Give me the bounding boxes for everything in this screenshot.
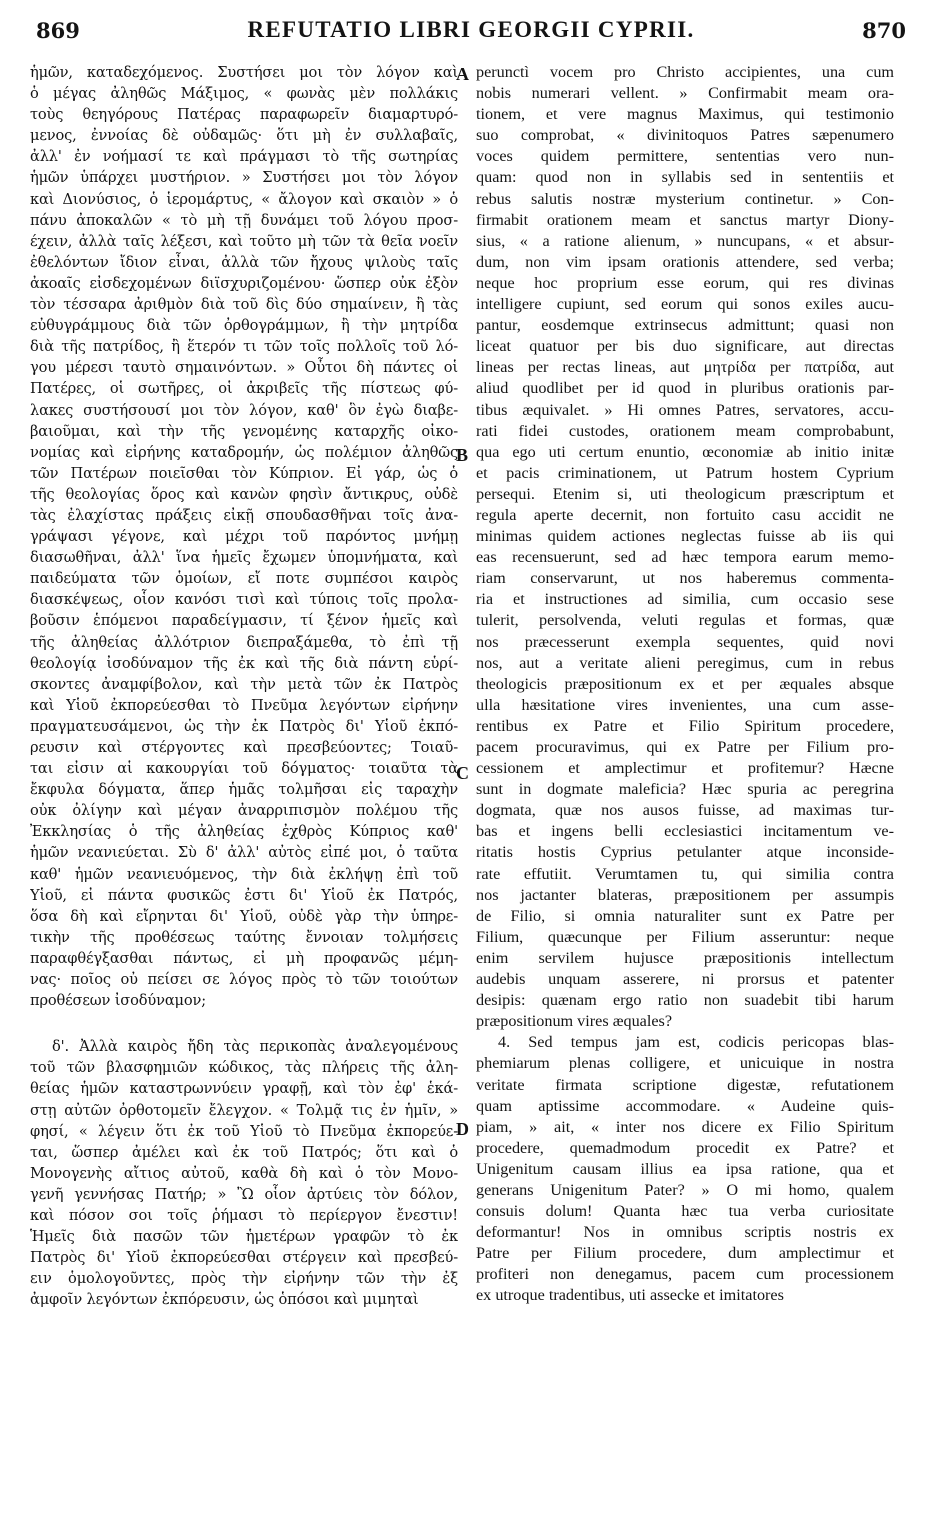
text-line: consuis dolum! Quanta hæc tua verba curiositate bbox=[476, 1202, 894, 1221]
text-line: voces quidem permittere, sententias vero nun- bbox=[476, 147, 894, 166]
latin-text-column bbox=[476, 62, 894, 1307]
text-line: τικὴν τῆς προθέσεως ταύτης ἔννοιαν τολμήσεις bbox=[30, 928, 458, 946]
text-line: νομίας καὶ εἰρήνης καταδρομήν, ὡς πολέμιον ἀληθῶς bbox=[30, 443, 458, 461]
text-line: Ἐκκλησίας ὁ τῆς ἀληθείας ἐχθρὸς Κύπριος καθ' bbox=[30, 823, 458, 841]
text-line: διασκέψεως, οἷον κανόσι τισὶ καὶ τύποις τοῖς προλα- bbox=[30, 591, 458, 609]
text-line: nos, aut a veritate alieni peregimus, cum in rebus bbox=[476, 653, 894, 672]
text-line: firmabit orationem meam et sanctus martyr Diony- bbox=[476, 210, 894, 229]
text-line: ρευσιν καὶ στέργοντες καὶ πρεσβεύοντες; Τοιαῦ- bbox=[30, 739, 458, 756]
section-marker-c: C bbox=[456, 763, 469, 783]
text-line: Πατέρες, οἱ σωτῆρες, οἱ ἀκριβεῖς τῆς πίστεως φύ- bbox=[30, 380, 458, 398]
text-line: παραφθέγξασθαι πάντως, εἰ μὴ προφανῶς μέμη- bbox=[30, 949, 458, 967]
text-line: piam, » ait, « inter nos dicere ex Filio Spiritum bbox=[476, 1117, 894, 1136]
text-line: τῆς θεολογίας ὅρος καὶ κανὼν φησὶν ἄντικρυς, οὐδὲ bbox=[30, 485, 458, 503]
text-line: ται, ὥσπερ ἀμέλει καὶ ἐκ τοῦ Πατρός; ὅτι καὶ ὁ bbox=[30, 1143, 458, 1161]
text-line: perunctì vocem pro Christo accipientes, una cum bbox=[476, 63, 894, 81]
text-line: nos jactanter blateras, præpositionem per assumpis bbox=[476, 885, 894, 904]
text-line: persequi. Etenim si, uti theologicum præscriptum et bbox=[476, 484, 894, 503]
text-line: εὐθυγράμμους διὰ τῶν ὀρθογράμμων, ἢ τὴν μητρίδα bbox=[30, 317, 458, 335]
text-line: rebus salutis nostræ mysterium continetur. » Con- bbox=[476, 189, 894, 208]
text-line: nos præcesserunt exempla sequentes, quid novi bbox=[476, 632, 894, 651]
text-line: pantur, eosdemque extrinsecus admittunt; quasi non bbox=[476, 316, 894, 335]
text-line: ἀκοαῖς εἰσδεχομένων διϊσχυριζομένου· ὥσπερ οὐκ ἐξὸν bbox=[30, 274, 458, 292]
text-line: Unigenitum causam illius ea ipsa ratione, qua et bbox=[476, 1159, 894, 1178]
text-line: Μονογενὴς αἴτιος αὐτοῦ, καθὰ δὴ καὶ ὁ τὸν Μονο- bbox=[30, 1164, 458, 1182]
page-header bbox=[36, 12, 906, 52]
text-line: τοῦ τῶν βλασφημιῶν κώδικος, τὰς πλήρεις τῆς ἀλη- bbox=[30, 1059, 458, 1077]
text-line: qua ego uti certum enuntio, œconomiæ ab initio initæ bbox=[476, 442, 894, 461]
text-line: τῶν Πατέρων ποιεῖσθαι τὸν Κύπριον. Εἰ γάρ, ὡς ὁ bbox=[30, 464, 458, 482]
text-line: tionem, et vere magnus Maximus, qui testimonio bbox=[476, 105, 894, 124]
text-line: οὐκ ὀλίγην καὶ μέγαν ἀναρριπισμὸν πολέμου τῆς bbox=[30, 802, 458, 820]
text-line: λακες συστήσουσί μοι τὸν λόγον, καθ' ὃν ἐγὼ διαβε- bbox=[30, 401, 458, 419]
text-line: γου μέρεσι ταυτὸ σημαινόντων. » Οὗτοι δὴ πάντες οἱ bbox=[30, 359, 458, 377]
text-line: διασωθῆναι, ἀλλ' ἵνα ἡμεῖς ἔχωμεν ὑπομνήματα, καὶ bbox=[30, 549, 458, 567]
text-line: ria et instructiones ad similia, cum occasio sese bbox=[476, 590, 894, 609]
text-line: τὸν τέσσαρα ἀριθμὸν διὰ τοῦ δὶς δύο σημαίνειν, ἢ τὰς bbox=[30, 296, 458, 314]
text-line: προθέσεων ἰσοδύναμον; bbox=[30, 992, 207, 1010]
text-line: θείας ἡμῶν καταστρωννύειν γραφῇ, καὶ τὸν ἐφ' ἑκά- bbox=[30, 1080, 458, 1098]
text-line: ulla hæsitatione vires invenientes, una cum asse- bbox=[476, 695, 894, 714]
text-line: procedere, quemadmodum procedit ex Patre? et bbox=[476, 1138, 894, 1157]
text-line: sunt in dogmate maleficia? Hæc spuria ac peregrina bbox=[476, 780, 894, 799]
text-line: ἡμῶν νεανιεύεται. Σὺ δ' ἀλλ' αὐτὸς εἰπέ μοι, ὁ ταῦτα bbox=[30, 844, 458, 862]
text-line: διὰ τῆς πατρίδος, ἢ ἕτερόν τι τῶν τοῖς πολλοῖς τοῦ λό- bbox=[30, 338, 458, 356]
running-title: REFUTATIO LIBRI GEORGII CYPRII. bbox=[247, 17, 695, 42]
text-line: sius, « a ratione alienum, » nuncupans, « et absur- bbox=[476, 231, 894, 250]
text-line: quam aptissime accommodare. « Audeine quis- bbox=[476, 1096, 894, 1115]
text-line: generans Unigenitum Pater? » O mi homo, qualem bbox=[476, 1180, 894, 1199]
text-line: νας· ποῖος οὐ πείσει σε λόγος πρὸς τὸ τῶν τοιούτων bbox=[30, 971, 458, 989]
text-line: στῃ αὐτῶν ὀρθοτομεῖν ἔλεγχον. « Τολμᾷ τις ἐν ἡμῖν, » bbox=[30, 1101, 458, 1119]
text-line: suo comprobat, « divinitoquos Patres sæpenumero bbox=[476, 126, 894, 145]
text-line: theologicis præpositionum ex et per æquales absque bbox=[476, 674, 894, 693]
text-line: βαιοῦμαι, καὶ τὴν τῆς γενομένης καταρχῆς οἰκο- bbox=[30, 422, 458, 440]
text-line: Υἱοῦ, εἰ πάντα φυσικῶς ἐστι δι' Υἱοῦ ἐκ Πατρός, bbox=[30, 886, 458, 904]
text-line: liceat quatuor per bis duo significare, aut directas bbox=[476, 337, 894, 356]
text-line: veritate firmata scriptione digestæ, refutationem bbox=[476, 1075, 894, 1094]
text-line: Patre per Filium procedere, dum amplectimur et bbox=[476, 1244, 894, 1263]
text-line: ὁ μέγας ἀληθῶς Μάξιμος, « φωνὰς μὲν πολλάκις bbox=[30, 85, 458, 103]
text-line: βοῦσιν ἑπόμενοι παραδείγμασιν, τί ξένον ἡμεῖς καὶ bbox=[30, 612, 458, 630]
text-line: Ἡμεῖς διὰ πασῶν τῶν ἡμετέρων γραφῶν τὸ ἐκ bbox=[30, 1228, 458, 1246]
page-number-left: 869 bbox=[36, 18, 80, 43]
text-line: γενῆ γεννήσας Πατήρ; » Ὢ οἷον ἀρτύεις τὸν δόλον, bbox=[30, 1185, 458, 1203]
text-line: καὶ Διονύσιος, ὁ ἱερομάρτυς, « ἄλογον καὶ σκαιὸν » ὁ bbox=[30, 190, 458, 208]
text-line: enim servilem hujusce præpositionis intellectum bbox=[476, 948, 894, 967]
text-line: ἡμῶν ὑπάρχει μυστήριον. » Συστήσει μοι τὸν λόγον bbox=[30, 169, 458, 187]
text-line: Πατρὸς δι' Υἱοῦ ἐκπορεύεσθαι στέργειν καὶ πρεσβεύ- bbox=[30, 1249, 458, 1267]
text-line: έχειν, ἀλλὰ ταῖς λέξεσι, καὶ τοῦτο μὴ τῶν τὰ θεῖα νοεῖν bbox=[30, 232, 458, 250]
text-line: nobis numerari vellent. » Confirmabit meam ora- bbox=[476, 84, 894, 103]
text-line: θεολογίᾳ ἰσοδύναμον τῆς ἐκ καὶ τῆς διὰ πάντη εὑρί- bbox=[30, 654, 458, 672]
text-line: tibus æquivalet. » Hi omnes Patres, servatores, accu- bbox=[476, 400, 894, 419]
text-line: φησί, « λέγειν ὅτι ἐκ τοῦ Υἱοῦ τὸ Πνεῦμα ἐκπορεύε- bbox=[30, 1122, 458, 1140]
text-line: aliud quodlibet per id quod in pluribus orationis par- bbox=[476, 379, 894, 398]
text-line: τοὺς θεηγόρους Πατέρας παραφωρεῖν διαμαρτυρό- bbox=[30, 106, 458, 124]
text-line: dogmata, quæ nos ausos fuisse, ad maximas tur- bbox=[476, 801, 894, 820]
text-line: ἐθελόντων ἴδιον εἶναι, ἀλλὰ τῶν ἤχους ψιλοὺς ταῖς bbox=[30, 253, 458, 271]
text-line: σκοντες ἀναμφίβολον, καὶ τὴν μετὰ τῶν ἐκ Πατρὸς bbox=[30, 675, 458, 693]
text-line: καθ' ἡμῶν νεανιευόμενος, τὴν διὰ ἐκλήψῃ ἐπὶ τοῦ bbox=[30, 865, 458, 883]
text-line: ται εἰσιν αἱ κακουργίαι τοῦ δόγματος· τοιαῦτα τὰ bbox=[30, 760, 458, 778]
text-line: desipis: quænam ergo ratio non suadebit tibi harum bbox=[476, 991, 894, 1010]
text-line: cessionem et amplectimur et profitemur? Hæcne bbox=[476, 759, 894, 778]
section-marker-a: A bbox=[456, 64, 469, 84]
text-line: ἔκφυλα δόγματα, ἅπερ ἡμᾶς τολμῆσαι εἰς ταραχὴν bbox=[30, 781, 458, 799]
text-line: ἀλλ' ἐν νοήμασί τε καὶ πράγμασι τὸ τῆς σωτηρίας bbox=[30, 148, 458, 166]
text-line: 4. Sed tempus jam est, codicis pericopas blas- bbox=[498, 1033, 894, 1052]
greek-text-column bbox=[30, 62, 458, 1310]
text-line: et pacis criminationem, ut Patrum hostem Cyprium bbox=[476, 463, 894, 482]
text-line: eas recensuerunt, sed ad hæc tempora earum memo- bbox=[476, 548, 894, 567]
text-line: τὰς ἐλαχίστας πράξεις εἰκῇ σπουδασθῆναι τοῖς ἀνα- bbox=[30, 506, 458, 524]
text-line: phemiarum plenas colligere, et unicuique in nostra bbox=[476, 1054, 894, 1073]
text-line: dum, non vim ipsam orationis attendere, sed verba; bbox=[476, 252, 894, 271]
text-line: lineas per rectas lineas, aut μητρίδα per πατρίδα, aut bbox=[476, 358, 894, 377]
text-line: riam conservarunt, ut nos haberemus commenta- bbox=[476, 569, 894, 588]
text-line: Filium, quæcunque per Filium asseruntur: neque bbox=[476, 927, 894, 946]
text-line: intelligere cupiunt, sed eorum qui sonos exiles aucu- bbox=[476, 295, 894, 314]
text-line: pacem procuravimus, qui ex Patre per Filium pro- bbox=[476, 738, 894, 756]
text-line: δ'. Ἀλλὰ καιρὸς ἤδη τὰς περικοπὰς ἀναλεγομένους bbox=[52, 1038, 458, 1056]
text-line: πραγματευσάμενοι, ὡς τὴν ἐκ Πατρὸς δι' Υἱοῦ ἐκπό- bbox=[30, 717, 458, 735]
text-line: γράψασι γέγονε, καὶ μέχρι τοῦ παρόντος μνήμῃ bbox=[30, 528, 458, 546]
text-line: καὶ πόσον σοι τοῖς ῥήμασι τὸ περίεργον ἔνεστιν! bbox=[30, 1206, 458, 1224]
text-line: neque hoc proprium esse eorum, qui res divinas bbox=[476, 273, 894, 292]
text-line: rate effutiit. Verumtamen tu, qui similia contra bbox=[476, 864, 894, 883]
text-line: ὅσα δὴ καὶ εἴρηνται δι' Υἱοῦ, οὐδὲ γὰρ τὴν ὑπηρε- bbox=[30, 907, 458, 925]
text-line: rentibus ex Patre et Filio Spiritum procedere, bbox=[476, 716, 894, 735]
text-line: profiteri non denegamus, pacem cum processionem bbox=[476, 1265, 894, 1284]
text-line: ritatis hostis Cyprius petulanter atque inconside- bbox=[476, 843, 894, 862]
text-line: minimas quidem actiones neglectas fuisse ab iis qui bbox=[476, 527, 894, 546]
text-line: deformantur! Nos in omnibus scriptis nostris ex bbox=[476, 1223, 894, 1242]
text-line: μενος, ἐννοίας δὲ οὐδαμῶς· ὅτι μὴ ἐν συλλαβαῖς, bbox=[30, 127, 458, 145]
text-line: ἡμῶν, καταδεχόμενος. Συστήσει μοι τὸν λόγον καὶ bbox=[30, 64, 458, 81]
text-line: πάνυ ἀποκαλῶν « τὸ μὴ τῇ δυνάμει τοῦ λόγου προσ- bbox=[30, 211, 458, 229]
text-line: τῆς ἀληθείας ἀλλότριον διεπραξάμεθα, τὸ ἐπὶ τῇ bbox=[30, 633, 458, 651]
text-line: de Filio, si omnia naturaliter sunt ex Patre per bbox=[476, 906, 894, 925]
text-line: bas et ingens belli ecclesiastici incitamentum ve- bbox=[476, 822, 894, 841]
section-marker-b: B bbox=[456, 445, 469, 465]
text-line: ειν ὁμολογοῦντες, πρὸς τὴν εἰρήνην τῶν τὴν ἐξ bbox=[30, 1270, 458, 1288]
text-line: ἀμφοῖν λεγόντων ἐκπόρευσιν, ὡς ὁπόσοι καὶ μιμηταὶ bbox=[30, 1291, 419, 1309]
text-line bbox=[30, 1011, 458, 1036]
text-line: tulerit, persolvenda, veluti regulas et formas, quæ bbox=[476, 611, 894, 630]
text-line: audebis unquam asserere, ni prorsus et patenter bbox=[476, 970, 894, 989]
text-line: quam: quod non in syllabis sed in sententiis et bbox=[476, 168, 894, 187]
text-line: ex utroque tradentibus, uti assecke et imitatores bbox=[476, 1286, 784, 1305]
text-line: rati fidei custodes, orationem meam comprobabunt, bbox=[476, 421, 894, 440]
text-line: præpositionum vires æquales? bbox=[476, 1012, 673, 1031]
text-line: παιδεύματα τῶν ὁμοίων, εἴ ποτε συμπέσοι καιρὸς bbox=[30, 570, 458, 588]
text-line: regula aperte decernit, non fortuito casu accidit ne bbox=[476, 505, 894, 524]
section-marker-d: D bbox=[456, 1119, 469, 1139]
page-number-right: 870 bbox=[862, 18, 906, 43]
text-line: καὶ Υἱοῦ ἐκπορεύεσθαι τὸ Πνεῦμα λεγόντων εἰρήνην bbox=[30, 696, 458, 714]
